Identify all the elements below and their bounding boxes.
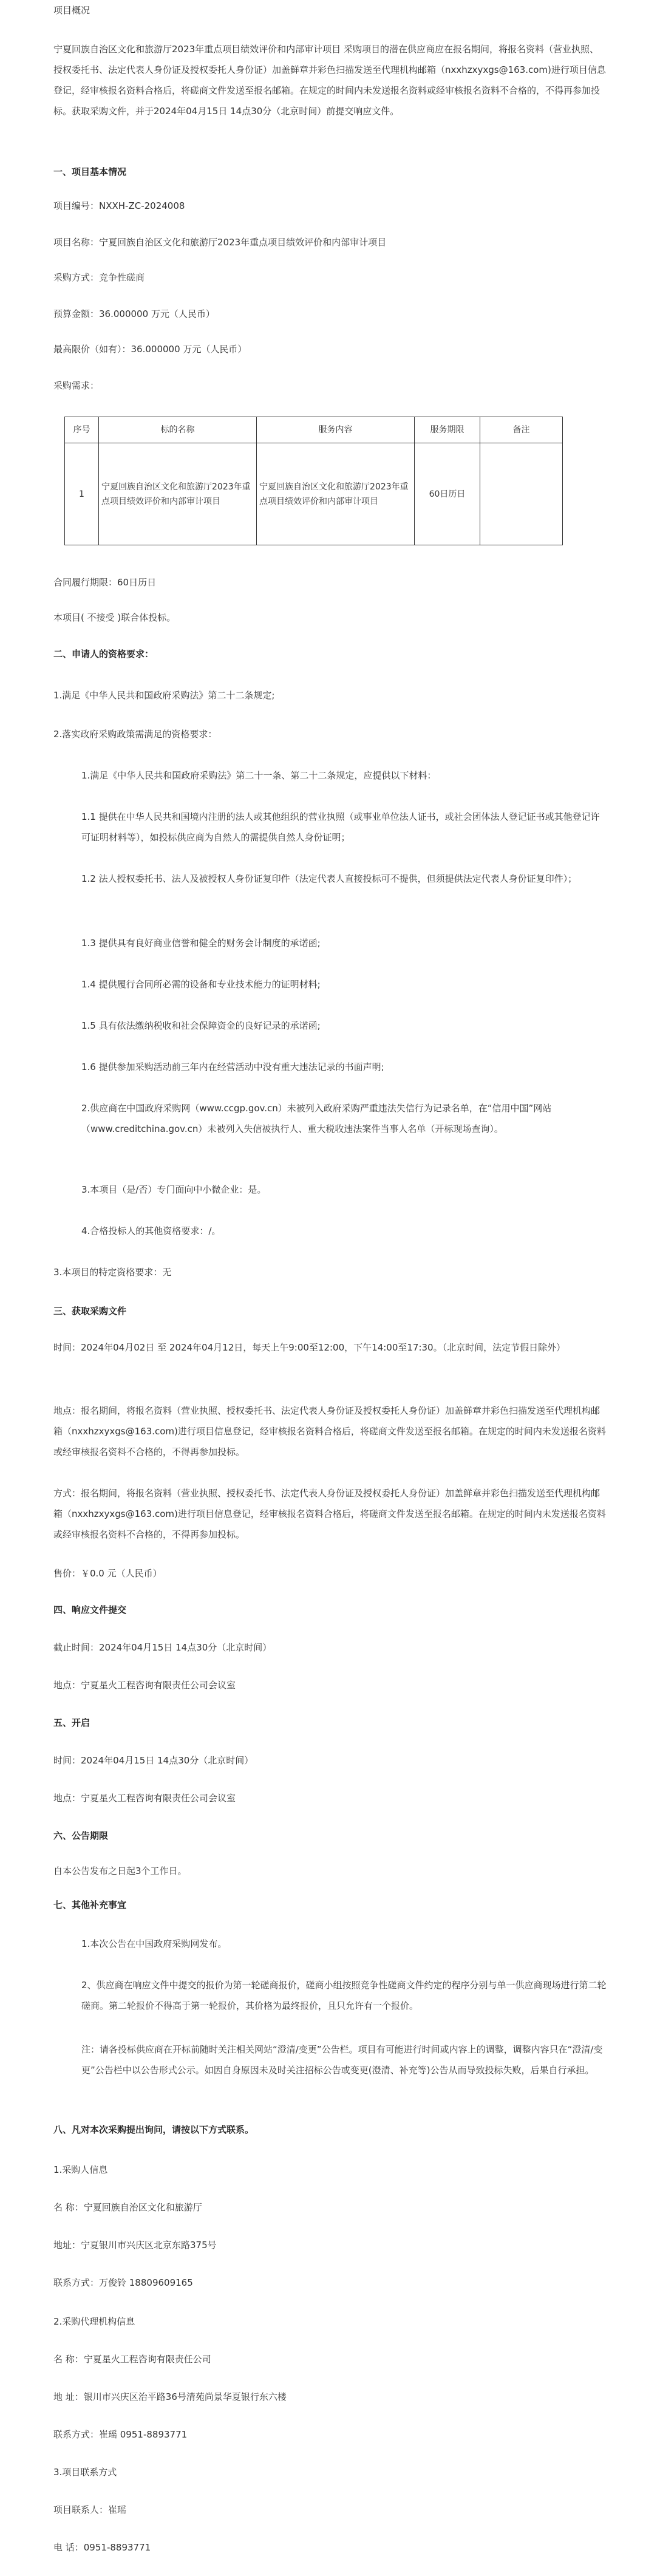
project-contact-heading: 3.项目联系方式: [53, 2467, 117, 2478]
project-contact-person: 项目联系人：崔瑶: [53, 2504, 127, 2515]
agency-contact: 联系方式：崔瑶 0951-8893771: [53, 2429, 188, 2440]
section-7-heading: 七、其他补充事宜: [53, 1900, 127, 1910]
qualification-specific: 3.本项目的特定资格要求：无: [53, 1267, 172, 1278]
requirements-table: [64, 417, 563, 545]
qualification-1-4: 1.4 提供履行合同所必需的设备和专业技术能力的证明材料;: [81, 979, 321, 990]
cell-index: 1: [65, 443, 99, 545]
overview-heading: 项目概况: [53, 5, 90, 16]
submission-place: 地点：宁夏星火工程咨询有限责任公司会议室: [53, 1680, 236, 1691]
submission-deadline: 截止时间：2024年04月15日 14点30分（北京时间）: [53, 1642, 272, 1653]
table-row: [65, 443, 563, 545]
procurement-needs-label: 采购需求：: [53, 380, 100, 391]
buyer-contact: 联系方式：万俊铃 18809609165: [53, 2277, 193, 2288]
column-header-remark: 备注: [480, 417, 563, 443]
max-price: 最高限价（如有）：36.000000 万元（人民币）: [53, 344, 247, 355]
qualification-1-1: 1.1 提供在中华人民共和国境内注册的法人或其他组织的营业执照（或事业单位法人证书，或社会团体法人登记证书或其他登记许可证明材料等），如投标供应商为自然人的需提供自然人身份证明；: [81, 811, 600, 843]
document-place: 地点：报名期间，将报名资料（营业执照、授权委托书、法定代表人身份证及授权委托人身份证）加盖鲜章并彩色扫描发送至代理机构邮箱（nxxhzxyxgs@163.com)进行项目信息登记，经审核报名资料合格后，将磋商文件发送至报名邮箱。在规定的时间内未发送报名资料或经审核报名资料不合格的，不得再参加投标。: [53, 1405, 606, 1457]
announcement-period: 自本公告发布之日起3个工作日。: [53, 1866, 187, 1876]
supplement-1: 1.本次公告在中国政府采购网发布。: [81, 1938, 227, 1949]
section-3-heading: 三、获取采购文件: [53, 1306, 127, 1317]
contract-period: 合同履行期限：60日历日: [53, 577, 157, 588]
qualification-1-2: 1.2 法人授权委托书、法人及被授权人身份证复印件（法定代表人直接投标可不提供，但须提供法定代表人身份证复印件）；: [81, 873, 577, 884]
qualification-other: 4.合格投标人的其他资格要求：/。: [81, 1225, 221, 1236]
qualification-2: 2.落实政府采购政策需满足的资格要求：: [53, 729, 217, 740]
qualification-1-3: 1.3 提供具有良好商业信誉和健全的财务会计制度的承诺函;: [81, 938, 321, 949]
qualification-credit: 2.供应商在中国政府采购网（www.ccgp.gov.cn）未被列入政府采购严重违法失信行为记录名单，在“信用中国”网站（www.creditchina.gov.cn）未被列入失信被执行人、重大税收违法案件当事人名单（开标现场查询）。: [81, 1103, 552, 1134]
opening-place: 地点：宁夏星火工程咨询有限责任公司会议室: [53, 1793, 236, 1804]
qualification-sme: 3.本项目（是/否）专门面向中小微企业：是。: [81, 1184, 267, 1195]
buyer-address: 地址：宁夏银川市兴庆区北京东路375号: [53, 2240, 217, 2251]
supplement-note: 注：请各投标供应商在开标前随时关注相关网站“澄清/变更”公告栏。项目有可能进行时间或内容上的调整，调整内容只在“澄清/变更”公告栏中以公告形式公示。如因自身原因未及时关注招标公告或变更(澄清、补充等)公告从而导致投标失败，后果自行承担。: [81, 2044, 603, 2076]
section-1-heading: 一、项目基本情况: [53, 166, 127, 177]
qualification-1: 1.满足《中华人民共和国政府采购法》第二十二条规定;: [53, 690, 275, 701]
column-header-period: 服务期限: [415, 417, 480, 443]
section-2-heading: 二、申请人的资格要求：: [53, 649, 154, 659]
qualification-2-1: 1.满足《中华人民共和国政府采购法》第二十一条、第二十二条规定，应提供以下材料：: [81, 770, 437, 781]
document-method: 方式：报名期间，将报名资料（营业执照、授权委托书、法定代表人身份证及授权委托人身份证）加盖鲜章并彩色扫描发送至代理机构邮箱（nxxhzxyxgs@163.com)进行项目信息登记，经审核报名资料合格后，将磋商文件发送至报名邮箱。在规定的时间内未发送报名资料或经审核报名资料不合格的，不得再参加投标。: [53, 1488, 606, 1540]
opening-time: 时间：2024年04月15日 14点30分（北京时间）: [53, 1755, 254, 1766]
cell-item-name: 宁夏回族自治区文化和旅游厅2023年重点项目绩效评价和内部审计项目: [99, 443, 257, 545]
document-time: 时间：2024年04月02日 至 2024年04月12日，每天上午9:00至12:00，下午14:00至17:30。（北京时间，法定节假日除外）: [53, 1342, 566, 1353]
overview-paragraph: 宁夏回族自治区文化和旅游厅2023年重点项目绩效评价和内部审计项目 采购项目的潜在供应商应在报名期间，将报名资料（营业执照、授权委托书、法定代表人身份证及授权委托人身份证）加盖鲜章并彩色扫描发送至代理机构邮箱（nxxhzxyxgs@163.com)进行项目信息登记，经审核报名资料合格后，将磋商文件发送至报名邮箱。在规定的时间内未发送报名资料或经审核报名资料不合格的，不得再参加投标。获取采购文件，并于2024年04月15日 14点30分（北京时间）前提交响应文件。: [53, 44, 606, 117]
budget-amount: 预算金额：36.000000 万元（人民币）: [53, 308, 215, 319]
consortium-note: 本项目( 不接受 )联合体投标。: [53, 612, 176, 623]
column-header-service: 服务内容: [257, 417, 415, 443]
cell-service-period: 60日历日: [415, 443, 480, 545]
qualification-1-6: 1.6 提供参加采购活动前三年内在经营活动中没有重大违法记录的书面声明;: [81, 1061, 384, 1072]
project-contact-phone: 电 话：0951-8893771: [53, 2542, 151, 2553]
procurement-method: 采购方式：竞争性磋商: [53, 272, 145, 283]
cell-remark: [480, 443, 563, 545]
project-number: 项目编号：NXXH-ZC-2024008: [53, 200, 185, 211]
agency-address: 地 址：银川市兴庆区治平路36号清苑尚景华夏银行东六楼: [53, 2391, 287, 2402]
section-8-heading: 八、凡对本次采购提出询问，请按以下方式联系。: [53, 2124, 254, 2135]
project-name: 项目名称：宁夏回族自治区文化和旅游厅2023年重点项目绩效评价和内部审计项目: [53, 237, 387, 248]
agency-info-heading: 2.采购代理机构信息: [53, 2316, 135, 2327]
supplement-2: 2、供应商在响应文件中提交的报价为第一轮磋商报价，磋商小组按照竞争性磋商文件约定的程序分别与单一供应商现场进行第二轮磋商。第二轮报价不得高于第一轮报价，其价格为最终报价，且只允许有一个报价。: [81, 1980, 607, 2011]
section-4-heading: 四、响应文件提交: [53, 1604, 127, 1615]
column-header-index: 序号: [65, 417, 99, 443]
buyer-name: 名 称：宁夏回族自治区文化和旅游厅: [53, 2202, 202, 2213]
section-6-heading: 六、公告期限: [53, 1830, 109, 1841]
column-header-item: 标的名称: [99, 417, 257, 443]
cell-service-content: 宁夏回族自治区文化和旅游厅2023年重点项目绩效评价和内部审计项目: [257, 443, 415, 545]
buyer-info-heading: 1.采购人信息: [53, 2164, 108, 2175]
section-5-heading: 五、开启: [53, 1717, 90, 1728]
table-header-row: [65, 417, 563, 443]
qualification-1-5: 1.5 具有依法缴纳税收和社会保障资金的良好记录的承诺函;: [81, 1020, 321, 1031]
agency-name: 名 称：宁夏星火工程咨询有限责任公司: [53, 2354, 211, 2365]
document-price: 售价：￥0.0 元（人民币）: [53, 1568, 162, 1579]
